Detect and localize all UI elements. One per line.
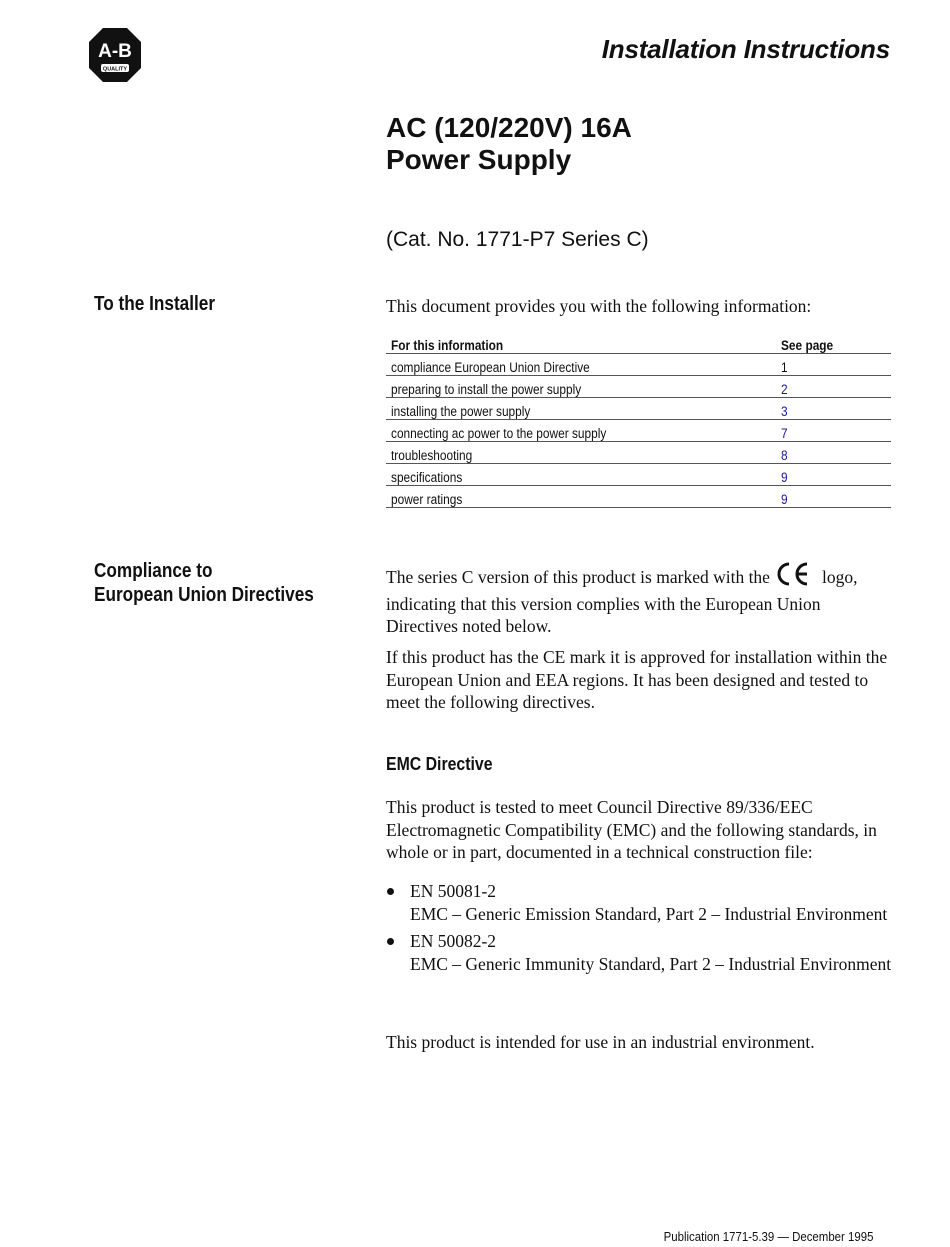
table-row	[386, 376, 891, 398]
table-cell-info: preparing to install the power supply	[386, 376, 776, 398]
standard-desc: EMC – Generic Emission Standard, Part 2 – Industrial Environment	[410, 903, 888, 924]
compliance-heading	[94, 559, 314, 607]
table-cell-info: compliance European Union Directive	[386, 354, 776, 376]
contents-table	[386, 336, 891, 508]
publication-footer: Publication 1771-5.39 — December 1995	[663, 1229, 873, 1244]
compliance-heading-line-2: European Union Directives	[94, 584, 314, 606]
table-row	[386, 420, 891, 442]
table-row	[386, 442, 891, 464]
page-title	[386, 112, 632, 176]
table-row	[386, 486, 891, 508]
page-link[interactable]: 3	[776, 398, 891, 420]
bullet-icon	[387, 938, 394, 945]
table-cell-info: power ratings	[386, 486, 776, 508]
ce-mark-icon	[774, 561, 810, 593]
page-link[interactable]: 9	[776, 486, 891, 508]
table-cell-info: specifications	[386, 464, 776, 486]
standard-code: EN 50081-2	[410, 881, 497, 901]
bullet-icon	[387, 888, 394, 895]
table-cell-info: connecting ac power to the power supply	[386, 420, 776, 442]
table-cell-info: troubleshooting	[386, 442, 776, 464]
logo-text: A-B	[98, 41, 132, 62]
table-row	[386, 464, 891, 486]
table-row	[386, 398, 891, 420]
document-type: Installation Instructions	[601, 34, 890, 64]
compliance-para-1-after: logo, indicating that this version complies with the European Union Directives noted below.	[386, 567, 858, 636]
list-item	[386, 880, 896, 925]
closing-para: This product is intended for use in an industrial environment.	[386, 1032, 815, 1052]
compliance-para-1	[386, 561, 896, 638]
catalog-number: (Cat. No. 1771-P7 Series C)	[386, 228, 649, 251]
title-line-1: AC (120/220V) 16A	[386, 112, 632, 143]
standards-list	[386, 880, 896, 980]
compliance-heading-line-1: Compliance to	[94, 560, 213, 582]
page-link[interactable]: 7	[776, 420, 891, 442]
installer-heading: To the Installer	[94, 293, 216, 315]
page-link[interactable]: 9	[776, 464, 891, 486]
installer-intro: This document provides you with the following information:	[386, 296, 812, 316]
compliance-para-1-before: The series C version of this product is marked with the	[386, 567, 770, 587]
page-link[interactable]: 8	[776, 442, 891, 464]
list-item	[386, 930, 896, 975]
table-header-row	[386, 336, 891, 354]
emc-heading: EMC Directive	[386, 754, 493, 774]
title-line-2: Power Supply	[386, 144, 572, 175]
table-cell-page: 1	[776, 354, 891, 376]
standard-desc: EMC – Generic Immunity Standard, Part 2 – Industrial Environment	[410, 953, 892, 974]
table-row	[386, 354, 891, 376]
table-header-page: See page	[776, 336, 891, 354]
emc-para: This product is tested to meet Council Directive 89/336/EEC Electromagnetic Compatibility (EMC) and the following standards, in whole or in part, documented in a technical construction file:	[386, 797, 877, 862]
table-header-info: For this information	[386, 336, 776, 354]
logo-subtext: QUALITY	[102, 66, 128, 73]
allen-bradley-logo	[88, 27, 142, 83]
page-link[interactable]: 2	[776, 376, 891, 398]
standard-code: EN 50082-2	[410, 931, 497, 951]
compliance-para-2: If this product has the CE mark it is approved for installation within the European Union and EEA regions. It has been designed and tested to meet the following directives.	[386, 647, 888, 712]
table-cell-info: installing the power supply	[386, 398, 776, 420]
